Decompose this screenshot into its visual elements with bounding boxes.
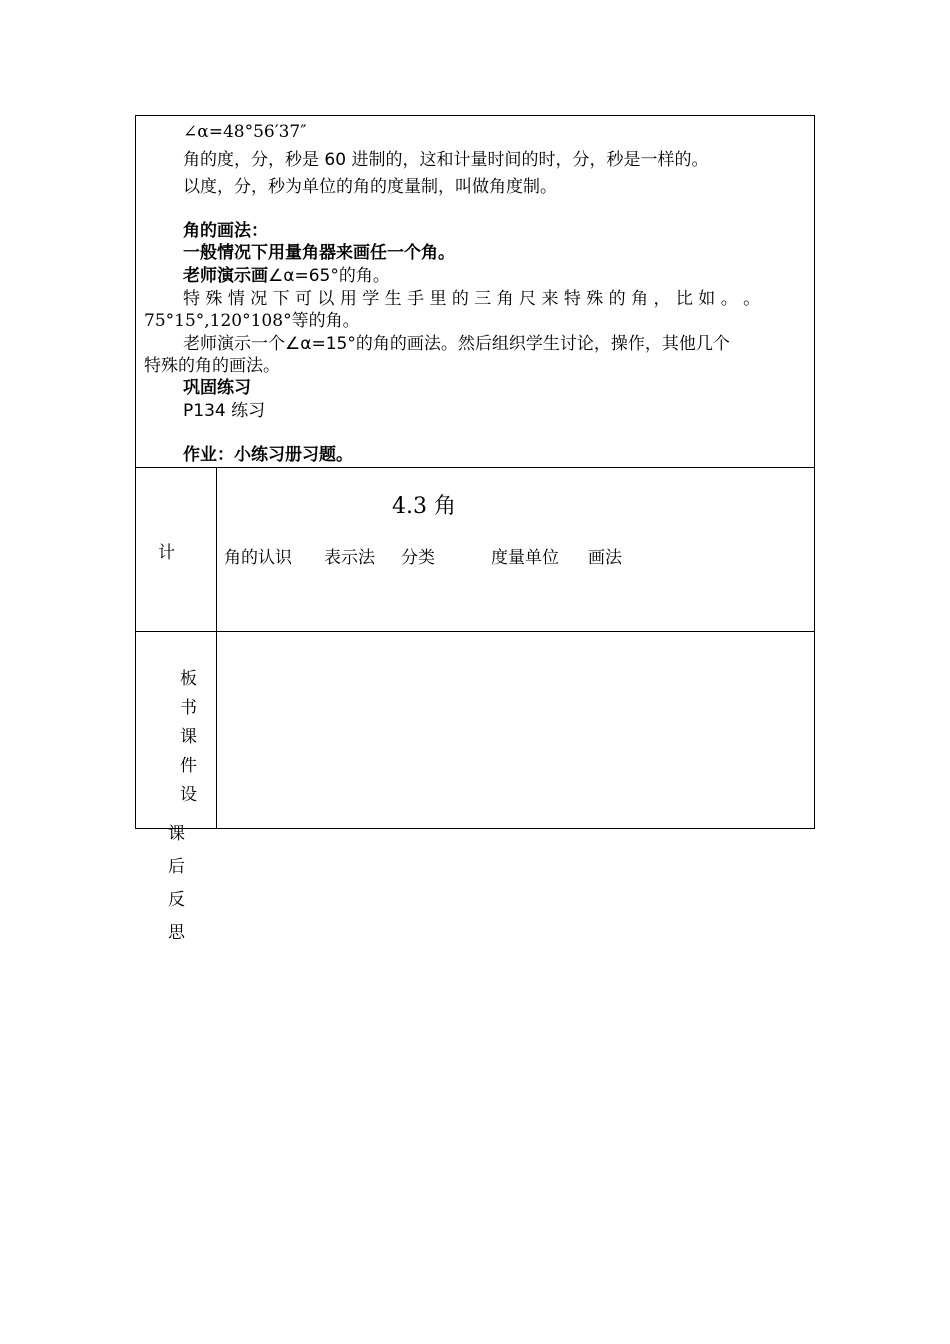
label-char: 思 [168, 923, 185, 943]
teacher-demo-label: 老师演示画 [183, 266, 268, 286]
outline-item: 度量单位 [491, 548, 559, 568]
angle-example: ∠α=48°56′37″ [183, 122, 307, 142]
consolidation-heading: 巩固练习 [183, 378, 251, 398]
outline-item: 画法 [588, 548, 622, 568]
homework: 作业：小练习册习题。 [183, 445, 353, 465]
demo-15-line1: 老师演示一个∠α=15°的角的画法。然后组织学生讨论，操作，其他几个 [183, 334, 730, 354]
row-divider [136, 631, 814, 632]
degree-system-note: 以度，分，秒为单位的角的度量制，叫做角度制。 [183, 177, 557, 197]
exercise-ref: P134 练习 [183, 401, 266, 421]
special-angles-line2: 75°15°,120°108°等的角。 [144, 311, 360, 331]
label-char: 后 [168, 857, 185, 877]
row-divider [136, 467, 814, 468]
teacher-demo-65 [183, 265, 390, 287]
board-title: 4.3 角 [392, 494, 456, 519]
drawing-heading: 角的画法： [183, 221, 268, 241]
outline-item: 表示法 [324, 548, 375, 568]
teacher-demo-text: ∠α=65°的角。 [268, 266, 390, 286]
board-outline [224, 543, 622, 568]
lesson-plan-table [135, 115, 815, 829]
label-char: 书 [180, 698, 197, 718]
special-angles-line1: 特 殊 情 况 下 可 以 用 学 生 手 里 的 三 角 尺 来 特 殊 的 角 ， 比 如 。 。 [183, 289, 761, 309]
label-char: 板 [180, 669, 197, 689]
label-char: 课 [168, 824, 185, 844]
protractor-note: 一般情况下用量角器来画任一个角。 [183, 243, 455, 263]
base60-note: 角的度，分，秒是 60 进制的，这和计量时间的时，分，秒是一样的。 [183, 150, 709, 170]
label-char: 反 [168, 890, 185, 910]
outline-item: 分类 [401, 548, 435, 568]
demo-15-line2: 特殊的角的画法。 [144, 356, 280, 376]
outline-item: 角的认识 [224, 548, 292, 568]
label-char: 课 [180, 727, 197, 747]
reflection-label [168, 818, 185, 950]
design-label: 计 [158, 543, 175, 563]
label-char: 设 [180, 785, 197, 805]
column-divider [216, 467, 217, 829]
board-design-label [180, 665, 197, 810]
teaching-content-cell [136, 116, 814, 467]
label-char: 件 [180, 756, 197, 776]
